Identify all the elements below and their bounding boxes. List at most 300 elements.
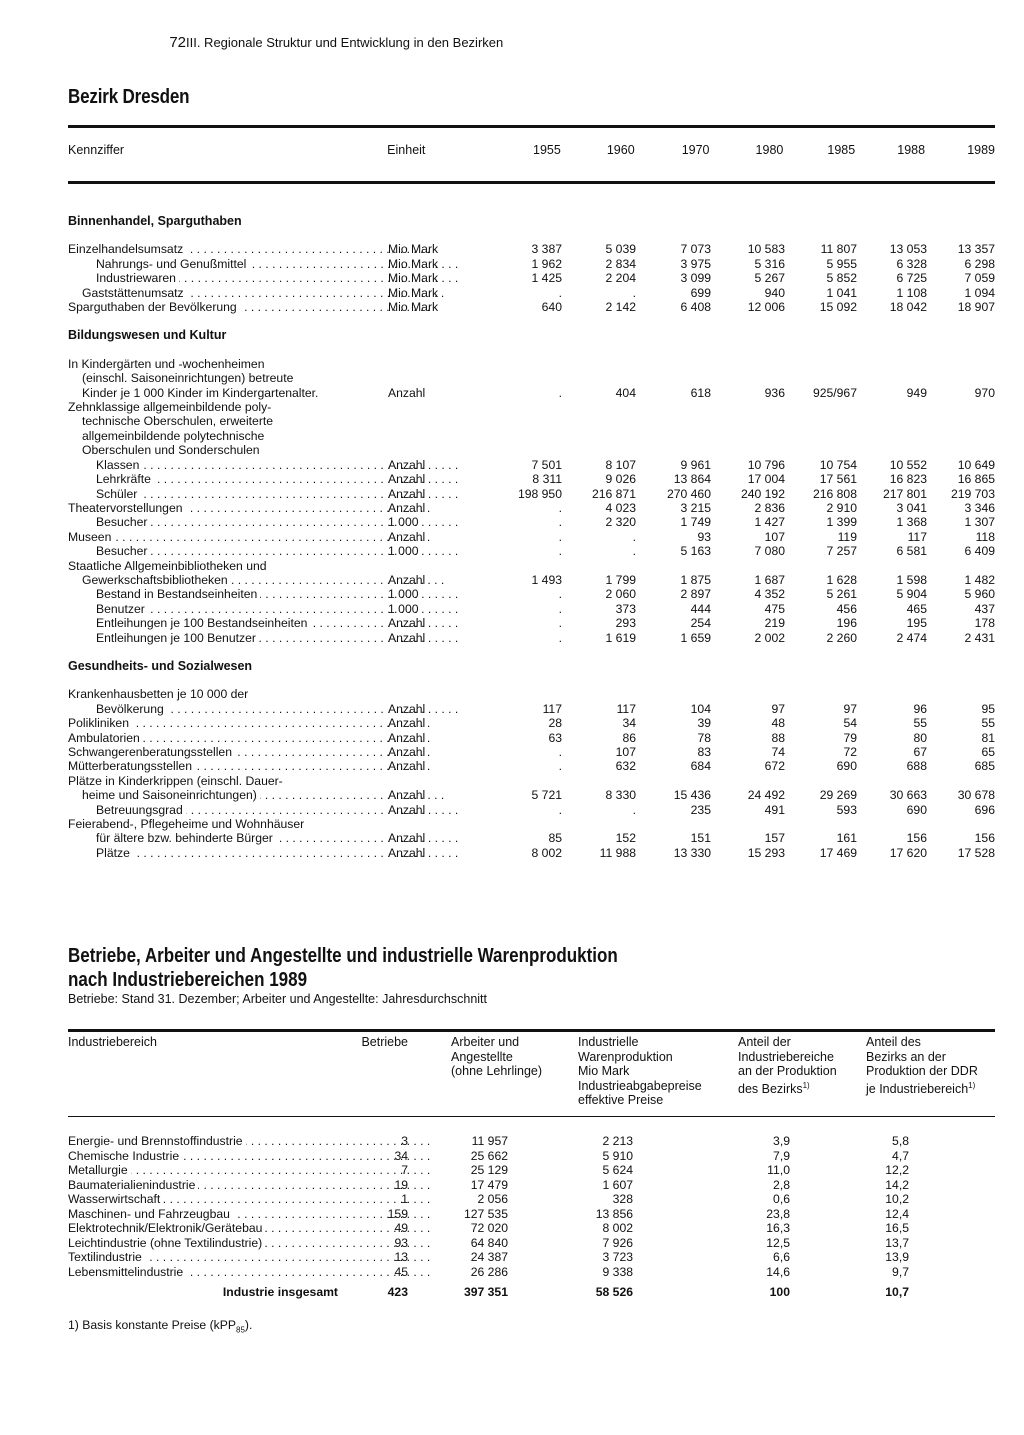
cell-value: 65: [981, 745, 995, 759]
page-number: 72: [169, 34, 186, 51]
row-label-text: Schüler: [96, 487, 140, 501]
cell-value: 93: [394, 1235, 408, 1250]
cell-value: [785, 817, 857, 831]
cell-value: 156: [974, 831, 995, 846]
row-label: [68, 716, 388, 730]
cell-value: [636, 774, 711, 788]
cell-value: [500, 357, 562, 371]
table2-body: [68, 1134, 995, 1300]
row-label: [68, 429, 388, 443]
cell-value: 3 975: [680, 256, 711, 271]
row-label: [68, 1192, 338, 1207]
cell-value: 34: [622, 716, 636, 731]
table-row: [68, 530, 995, 544]
cell-value: 48: [771, 716, 785, 731]
t2-h4-l5: effektive Preise: [578, 1093, 664, 1107]
cell-value: 270 460: [666, 486, 711, 501]
t2-h5-l1: Anteil der: [738, 1035, 791, 1049]
table-top-rule: [68, 125, 995, 128]
cell-value: [927, 559, 995, 573]
cell-value: 1 875: [680, 572, 711, 587]
cell-value: [785, 559, 857, 573]
cell-value: 936: [764, 385, 785, 400]
cell-value: 3 041: [896, 500, 927, 515]
header-1985: 1985: [827, 143, 856, 157]
cell-value: 1 799: [605, 572, 636, 587]
cell-value: 151: [690, 831, 711, 846]
table2-header: [68, 1035, 995, 1108]
cell-value: [711, 371, 785, 385]
table-row: [68, 702, 995, 716]
cell-value: 2 002: [754, 630, 785, 645]
cell-value: 196: [836, 616, 857, 631]
row-label-text: Wasserwirtschaft: [68, 1192, 163, 1206]
row-label: [68, 357, 388, 371]
cell-value: 2 213: [602, 1134, 633, 1148]
row-label-text: allgemeinbildende polytechnische: [82, 428, 265, 443]
row-unit: [388, 443, 500, 457]
row-label: [68, 472, 388, 486]
table-row: [68, 602, 995, 616]
row-label-text: technische Oberschulen, erweiterte: [82, 414, 274, 429]
row-unit: 1 000: [388, 587, 419, 602]
row-unit: Anzahl: [388, 701, 426, 716]
row-unit: 1 000: [388, 544, 419, 559]
row-label: [68, 414, 388, 428]
table-row: [68, 515, 995, 529]
cell-value: 10 552: [889, 457, 927, 472]
cell-value: .: [558, 285, 562, 300]
t2-header-anteil-bereiche: [718, 1035, 846, 1108]
cell-value: .: [558, 544, 562, 559]
table-row: [68, 257, 995, 271]
cell-value: 17 561: [819, 472, 857, 487]
t2-h5-l4-text: des Bezirks: [738, 1081, 803, 1096]
cell-value: 29 269: [819, 788, 857, 803]
cell-value: 2,8: [773, 1177, 790, 1192]
t2-h3-l1: Arbeiter und: [451, 1035, 520, 1049]
row-label: [68, 1163, 338, 1178]
row-label: [68, 515, 388, 529]
cell-value: 79: [843, 730, 857, 745]
cell-value: 1: [401, 1192, 408, 1206]
row-unit: Anzahl: [388, 472, 426, 487]
cell-value: 216 808: [812, 486, 857, 501]
row-label: [68, 1279, 338, 1300]
table1-body: [68, 200, 995, 860]
cell-value: 195: [906, 616, 927, 631]
row-label-text: Plätze: [96, 846, 133, 860]
table-row: [68, 429, 995, 443]
row-label-text: Industrie insgesamt: [222, 1285, 338, 1299]
row-label-text: Gaststättenumsatz: [82, 286, 187, 300]
t2-h3-l2: Angestellte: [451, 1049, 513, 1064]
row-label: [68, 1207, 338, 1222]
cell-value: 437: [974, 601, 995, 616]
t2-header-industriebereich: Industriebereich: [68, 1035, 157, 1049]
cell-value: [927, 371, 995, 385]
cell-value: 19: [394, 1177, 408, 1192]
cell-value: [500, 774, 562, 788]
cell-value: 74: [771, 745, 785, 759]
cell-value: [785, 774, 857, 788]
cell-value: [785, 371, 857, 385]
cell-value: [711, 414, 785, 428]
cell-value: 1 368: [896, 515, 927, 530]
cell-value: 107: [615, 745, 636, 759]
cell-value: 81: [981, 730, 995, 745]
header-1988: 1988: [897, 143, 926, 157]
cell-value: 15 293: [747, 845, 785, 860]
cell-value: 1 749: [680, 515, 711, 530]
cell-value: [927, 400, 995, 414]
cell-value: 100: [769, 1285, 790, 1299]
cell-value: 8 107: [605, 457, 636, 472]
cell-value: [636, 414, 711, 428]
row-unit: Anzahl: [388, 730, 426, 745]
row-label-text: Museen: [68, 530, 114, 544]
cell-value: 78: [697, 730, 711, 745]
row-unit: Anzahl: [388, 788, 426, 803]
cell-value: .: [558, 745, 562, 759]
cell-value: 25 129: [470, 1163, 508, 1177]
cell-value: 5 261: [826, 587, 857, 602]
table-row: [68, 1178, 995, 1193]
header-einheit: Einheit: [387, 143, 426, 157]
table-row: [68, 817, 995, 831]
cell-value: 13 053: [889, 242, 927, 257]
cell-value: 5 721: [531, 788, 562, 803]
cell-value: 328: [612, 1192, 633, 1206]
cell-value: 6,6: [773, 1250, 790, 1264]
cell-value: [562, 414, 636, 428]
row-unit: Anzahl: [388, 630, 426, 645]
cell-value: 1 041: [826, 285, 857, 300]
cell-value: [636, 371, 711, 385]
cell-value: 7 501: [531, 457, 562, 472]
cell-value: [562, 774, 636, 788]
row-label-text: Besucher: [96, 515, 151, 529]
row-label: [68, 702, 388, 716]
row-label-text: Klassen: [96, 458, 142, 472]
cell-value: 15 092: [819, 300, 857, 315]
row-unit: [388, 687, 500, 701]
cell-value: 15 436: [673, 788, 711, 803]
cell-value: 16 823: [889, 472, 927, 487]
t2-h6-l4-text: je Industriebereich: [866, 1081, 969, 1096]
cell-value: 8 330: [605, 788, 636, 803]
row-unit: Anzahl: [388, 745, 426, 759]
cell-value: 85: [548, 831, 562, 846]
table-row: [68, 788, 995, 802]
cell-value: [636, 817, 711, 831]
row-unit: Anzahl: [388, 457, 426, 472]
row-label-text: (einschl. Saisoneinrichtungen) betreute: [82, 371, 294, 386]
row-label-text: Baumaterialienindustrie: [68, 1178, 198, 1192]
cell-value: [927, 357, 995, 371]
table-row: [68, 242, 995, 256]
cell-value: 444: [690, 601, 711, 616]
table-row: [68, 1265, 995, 1280]
cell-value: 11 957: [471, 1134, 508, 1148]
cell-value: 104: [690, 701, 711, 716]
table2-header-row: [68, 1035, 995, 1108]
row-label-text: Ambulatorien: [68, 731, 143, 745]
cell-value: 72 020: [470, 1221, 508, 1235]
cell-value: [711, 687, 785, 701]
cell-value: .: [558, 616, 562, 631]
table-row: [68, 587, 995, 601]
cell-value: [500, 443, 562, 457]
row-unit: Mio Mark: [388, 242, 439, 257]
section2-title-line1: Betriebe, Arbeiter und Angestellte und industrielle Warenproduktion: [68, 945, 618, 967]
cell-value: 690: [836, 759, 857, 774]
table-row: [68, 487, 995, 501]
cell-value: 1 619: [605, 630, 636, 645]
cell-value: [711, 559, 785, 573]
row-label: [68, 846, 388, 860]
cell-value: [500, 371, 562, 385]
cell-value: 18 042: [889, 300, 927, 315]
cell-value: [636, 357, 711, 371]
table-row: [68, 400, 995, 414]
cell-value: 5 039: [605, 242, 636, 257]
t2-h4-l3: Mio Mark: [578, 1064, 630, 1078]
row-label-text: In Kindergärten und -wochenheimen: [68, 356, 265, 371]
cell-value: 9 961: [680, 457, 711, 472]
row-label: [68, 774, 388, 788]
cell-value: 240 192: [740, 486, 785, 501]
row-unit: [388, 414, 500, 428]
row-label: [68, 257, 388, 271]
cell-value: 1 307: [964, 515, 995, 530]
row-label-text: Sparguthaben der Bevölkerung: [68, 300, 240, 314]
row-label: [68, 587, 388, 601]
row-label-text: Lehrkräfte: [96, 472, 154, 486]
cell-value: 86: [622, 730, 636, 745]
t2-header-arbeiter: [408, 1035, 558, 1108]
footnote-text: Basis konstante Preise (kPP: [82, 1318, 237, 1332]
cell-value: 1 427: [754, 515, 785, 530]
cell-value: 970: [974, 385, 995, 400]
table-row: [68, 559, 995, 573]
row-unit: [388, 774, 500, 788]
row-label: [68, 817, 388, 831]
cell-value: 0,6: [773, 1192, 790, 1206]
cell-value: .: [558, 515, 562, 530]
cell-value: .: [632, 285, 636, 300]
total-row: [68, 1279, 995, 1300]
row-label: [68, 501, 388, 515]
cell-value: 216 871: [591, 486, 636, 501]
table-row: [68, 501, 995, 515]
cell-value: 685: [974, 759, 995, 774]
cell-value: 1 108: [896, 285, 927, 300]
cell-value: .: [558, 601, 562, 616]
table-row: [68, 357, 995, 371]
cell-value: 2 836: [754, 500, 785, 515]
cell-value: 26 286: [470, 1264, 508, 1279]
cell-value: .: [632, 544, 636, 559]
cell-value: 63: [548, 730, 562, 745]
cell-value: 11,0: [767, 1163, 790, 1177]
table-row: [68, 1149, 995, 1164]
t2-h5-l4: [738, 1079, 846, 1097]
cell-value: [927, 774, 995, 788]
cell-value: 16,3: [766, 1221, 790, 1235]
cell-value: 3 346: [964, 500, 995, 515]
cell-value: 254: [690, 616, 711, 631]
cell-value: [857, 774, 927, 788]
cell-value: [562, 687, 636, 701]
row-label: [68, 487, 388, 501]
cell-value: 97: [771, 701, 785, 716]
row-label: [68, 544, 388, 558]
cell-value: 1 482: [964, 572, 995, 587]
table-row: [68, 846, 995, 860]
cell-value: .: [558, 587, 562, 602]
t2-h6-l4: [866, 1079, 995, 1097]
table-row: [68, 1221, 995, 1236]
table-row: [68, 1207, 995, 1222]
row-unit: Anzahl: [388, 716, 426, 731]
cell-value: [562, 429, 636, 443]
table-row: [68, 472, 995, 486]
cell-value: 34: [394, 1148, 408, 1163]
section2-title: [68, 944, 618, 992]
cell-value: .: [632, 529, 636, 544]
table-row: [68, 1250, 995, 1265]
header-1955: 1955: [533, 143, 561, 157]
cell-value: 1 399: [826, 515, 857, 530]
row-label: [68, 400, 388, 414]
cell-value: 5 624: [602, 1163, 633, 1177]
row-label-text: Entleihungen je 100 Bestandseinheiten: [96, 616, 310, 630]
cell-value: 30 663: [889, 788, 927, 803]
cell-value: 2 204: [605, 271, 636, 286]
section2-title-line2: nach Industriebereichen 1989: [68, 969, 308, 991]
cell-value: .: [558, 500, 562, 515]
cell-value: 4 352: [754, 587, 785, 602]
row-label: [68, 759, 388, 773]
cell-value: 940: [764, 285, 785, 300]
t2-header-betriebe: Betriebe: [361, 1035, 408, 1049]
row-label: [68, 831, 388, 845]
cell-value: 7,9: [773, 1148, 790, 1163]
cell-value: [562, 443, 636, 457]
row-label: [68, 631, 388, 645]
section2-subtitle: Betriebe: Stand 31. Dezember; Arbeiter und Angestellte: Jahresdurchschnitt: [68, 992, 487, 1006]
row-unit: Anzahl: [388, 529, 426, 544]
row-label-text: Entleihungen je 100 Benutzer: [96, 631, 259, 645]
cell-value: [636, 687, 711, 701]
cell-value: 14,6: [766, 1264, 790, 1279]
row-label-text: Lebensmittelindustrie: [68, 1265, 186, 1279]
table-row: [68, 271, 995, 285]
row-label: [68, 573, 388, 587]
cell-value: 13 864: [673, 472, 711, 487]
row-label: [68, 286, 388, 300]
cell-value: 5 960: [964, 587, 995, 602]
cell-value: 17 620: [889, 845, 927, 860]
row-unit: Anzahl: [388, 831, 426, 846]
cell-value: 127 535: [463, 1206, 508, 1221]
cell-value: 3 723: [602, 1250, 633, 1264]
cell-value: 6 298: [964, 256, 995, 271]
row-unit: [388, 357, 500, 371]
cell-value: 3 215: [680, 500, 711, 515]
cell-value: 10 649: [957, 457, 995, 472]
cell-value: 2 260: [826, 630, 857, 645]
cell-value: 13 330: [673, 845, 711, 860]
row-label: [68, 458, 388, 472]
row-unit: 1 000: [388, 515, 419, 530]
row-unit: Anzahl: [388, 616, 426, 631]
cell-value: 67: [913, 745, 927, 759]
cell-value: 2 142: [605, 300, 636, 315]
table1-header-row: [68, 143, 995, 157]
cell-value: 3 099: [680, 271, 711, 286]
cell-value: 13,9: [885, 1250, 909, 1264]
cell-value: [636, 400, 711, 414]
cell-value: [857, 817, 927, 831]
t2-h6-l1: Anteil des: [866, 1035, 921, 1049]
row-label: [68, 242, 388, 256]
footnote-mark: 1): [968, 1080, 976, 1090]
row-unit: [388, 429, 500, 443]
cell-value: 5 955: [826, 256, 857, 271]
cell-value: 8 002: [531, 845, 562, 860]
cell-value: [857, 443, 927, 457]
page-header: [68, 34, 503, 51]
table-row: [68, 1163, 995, 1178]
t2-h5-l3: an der Produktion: [738, 1064, 837, 1078]
cell-value: [711, 817, 785, 831]
cell-value: 688: [906, 759, 927, 774]
cell-value: .: [558, 385, 562, 400]
cell-value: 93: [697, 529, 711, 544]
cell-value: 1 094: [964, 285, 995, 300]
cell-value: 159: [387, 1206, 408, 1221]
cell-value: 13,7: [885, 1235, 909, 1250]
cell-value: 217 801: [882, 486, 927, 501]
cell-value: [711, 357, 785, 371]
cell-value: 117: [542, 701, 562, 716]
cell-value: 397 351: [463, 1285, 508, 1299]
cell-value: 118: [975, 529, 995, 544]
cell-value: 7 080: [754, 544, 785, 559]
table-row: [68, 1236, 995, 1251]
cell-value: 18 907: [957, 300, 995, 315]
cell-value: 3: [401, 1134, 408, 1148]
cell-value: 12,2: [885, 1163, 909, 1177]
row-unit: Anzahl: [388, 572, 426, 587]
cell-value: [785, 429, 857, 443]
cell-value: [785, 443, 857, 457]
row-label-text: Textilindustrie: [68, 1250, 145, 1264]
table-row: [68, 774, 995, 788]
cell-value: 80: [913, 730, 927, 745]
row-label-text: Energie- und Brennstoffindustrie: [68, 1134, 246, 1148]
cell-value: 117: [616, 701, 636, 716]
cell-value: 198 950: [517, 486, 562, 501]
footnote-subscript: 85: [236, 1325, 245, 1335]
row-label-text: Nahrungs- und Genußmittel: [96, 257, 249, 271]
cell-value: 7 073: [680, 242, 711, 257]
row-unit: Anzahl: [388, 500, 426, 515]
t2-h3-l3: (ohne Lehrlinge): [451, 1064, 543, 1078]
cell-value: 7 257: [826, 544, 857, 559]
